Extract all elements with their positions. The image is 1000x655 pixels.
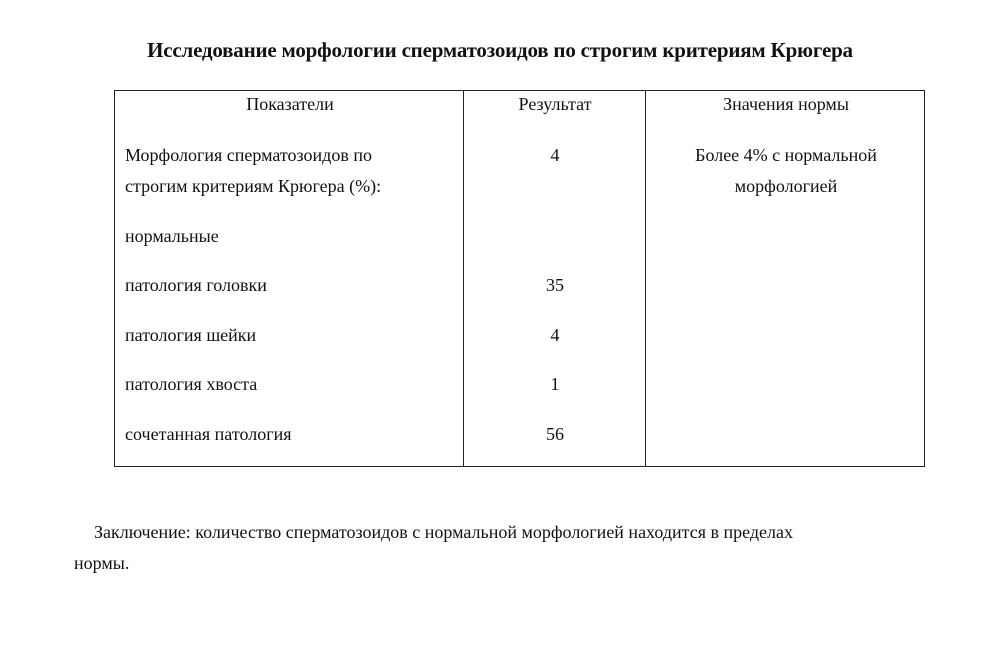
header-result: Результат [518, 94, 592, 114]
row-result: 4 [550, 325, 560, 345]
conclusion-paragraph [74, 517, 914, 579]
row-result: 1 [550, 374, 560, 394]
row-indicator: патология головки [125, 275, 267, 295]
row-result: 4 [550, 145, 560, 165]
header-indicators: Показатели [246, 94, 334, 114]
row-norm-line1: Более 4% с нормальной [695, 145, 877, 165]
row-result: 35 [546, 275, 564, 295]
kruger-morphology-table [114, 90, 925, 467]
conclusion-line2: нормы. [74, 553, 130, 573]
row-indicator: нормальные [125, 226, 219, 246]
row-indicator-line1: Морфология сперматозоидов по [125, 145, 372, 165]
header-norm: Значения нормы [723, 94, 849, 114]
row-indicator: патология шейки [125, 325, 257, 345]
conclusion-line1: Заключение: количество сперматозоидов с нормальной морфологией находится в пределах [94, 522, 794, 542]
row-norm-line2: морфологией [734, 176, 838, 196]
document-title: Исследование морфологии сперматозоидов по строгим критериям Крюгера [147, 38, 853, 62]
row-indicator-line2: строгим критериям Крюгера (%): [125, 176, 382, 196]
row-indicator: патология хвоста [125, 374, 258, 394]
row-result: 56 [546, 424, 564, 444]
row-indicator: сочетанная патология [125, 424, 292, 444]
